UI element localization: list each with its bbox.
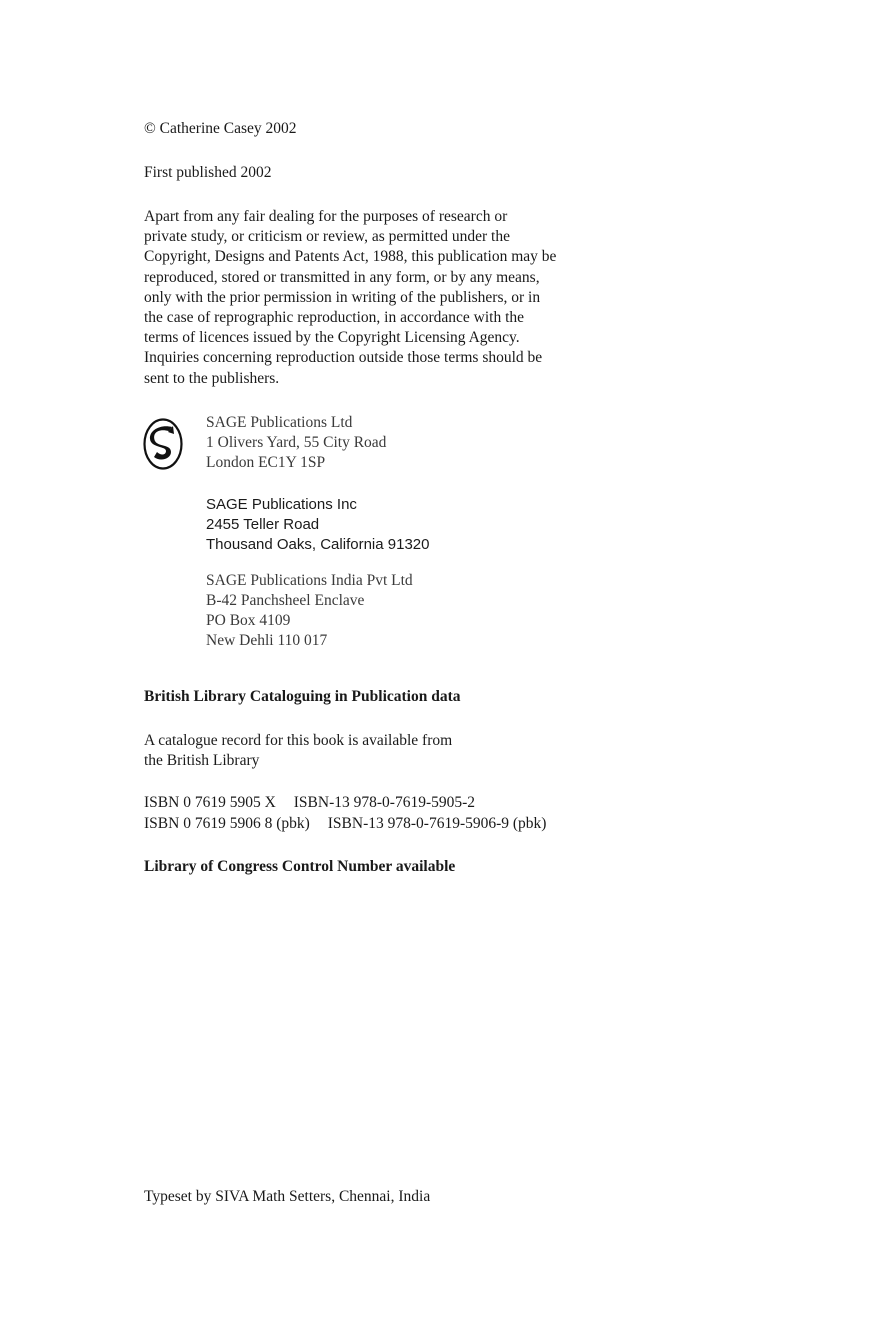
address-line: Thousand Oaks, California 91320 — [206, 536, 430, 553]
rights-line: private study, or criticism or review, as permitted under the — [144, 228, 510, 246]
rights-line: Copyright, Designs and Patents Act, 1988, this publication may be — [144, 248, 557, 266]
british-library-text — [144, 731, 584, 771]
rights-line: only with the prior permission in writing of the publishers, or in — [144, 288, 541, 306]
rights-line: terms of licences issued by the Copyright Licensing Agency. — [144, 329, 520, 347]
isbn-row — [144, 793, 475, 813]
isbn10: ISBN 0 7619 5906 8 (pbk) — [144, 815, 310, 832]
address-us — [206, 495, 429, 555]
rights-paragraph — [144, 207, 584, 389]
rights-line: the case of reprographic reproduction, in accordance with the — [144, 309, 525, 327]
catalogue-line: A catalogue record for this book is available from — [144, 732, 453, 749]
address-line: London EC1Y 1SP — [206, 454, 326, 471]
isbn-row — [144, 814, 546, 834]
address-line: PO Box 4109 — [206, 612, 291, 629]
address-line: New Dehli 110 017 — [206, 632, 328, 649]
library-of-congress-line: Library of Congress Control Number available — [144, 858, 456, 875]
sage-s-logo-icon — [143, 418, 183, 470]
rights-line: reproduced, stored or transmitted in any form, or by any means, — [144, 268, 540, 286]
address-india — [206, 571, 413, 651]
address-line: SAGE Publications Inc — [206, 496, 357, 513]
rights-line: Inquiries concerning reproduction outside those terms should be — [144, 349, 543, 367]
address-line: SAGE Publications Ltd — [206, 414, 353, 431]
copyright-line: © Catherine Casey 2002 — [144, 120, 297, 137]
address-line: SAGE Publications India Pvt Ltd — [206, 572, 413, 589]
address-line: B-42 Panchsheel Enclave — [206, 592, 365, 609]
first-published-line: First published 2002 — [144, 164, 272, 181]
address-uk — [206, 413, 386, 473]
catalogue-line: the British Library — [144, 752, 260, 770]
isbn13: ISBN-13 978-0-7619-5906-9 (pbk) — [327, 815, 547, 832]
rights-line: Apart from any fair dealing for the purposes of research or — [144, 208, 508, 225]
british-library-heading: British Library Cataloguing in Publication data — [144, 688, 461, 705]
typeset-line: Typeset by SIVA Math Setters, Chennai, India — [144, 1188, 431, 1205]
address-line: 1 Olivers Yard, 55 City Road — [206, 434, 387, 451]
rights-line: sent to the publishers. — [144, 369, 280, 387]
address-line: 2455 Teller Road — [206, 516, 320, 533]
isbn10: ISBN 0 7619 5905 X — [144, 794, 276, 811]
isbn13: ISBN-13 978-0-7619-5905-2 — [293, 794, 476, 811]
